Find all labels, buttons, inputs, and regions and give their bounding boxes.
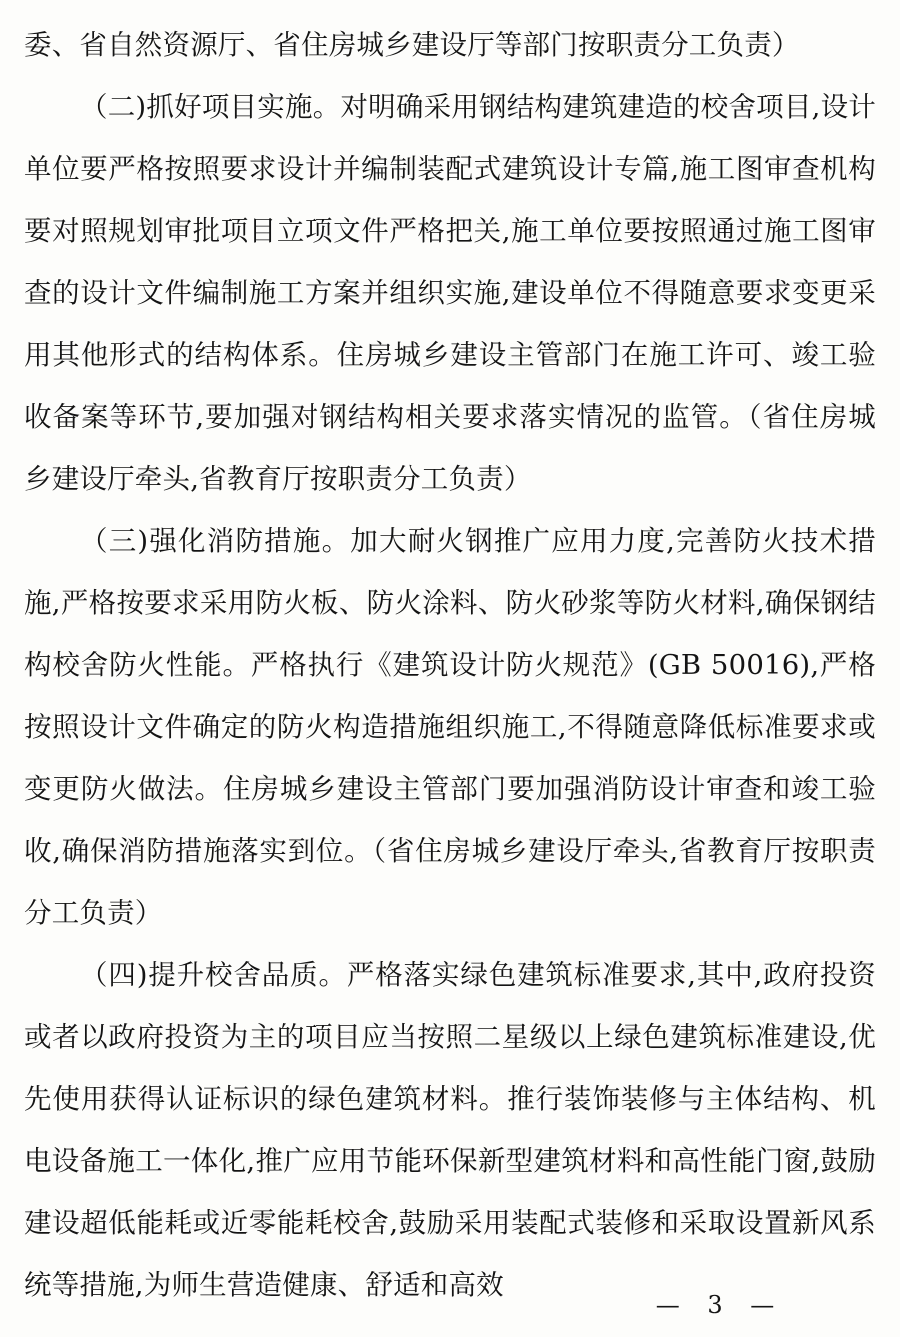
page-number: — 3 — — [655, 1291, 785, 1319]
paragraph-continued-top: 委、省自然资源厅、省住房城乡建设厅等部门按职责分工负责） — [24, 29, 800, 61]
paragraph-item-2: （二)抓好项目实施。对明确采用钢结构建筑建造的校舍项目,设计单位要严格按照要求设计并编制装配式建筑设计专篇,施工图审查机构要对照规划审批项目立项文件严格把关,施工单位要按照通过施工图审查的设计文件编制施工方案并组织实施,建设单位不得随意要求变更采用其他形式的结构体系。住房城乡建设主管部门在施工许可、竣工验收备案等环节,要加强对钢结构相关要求落实情况的监管。（省住房城乡建设厅牵头,省教育厅按职责分工负责） — [24, 91, 876, 495]
document-body — [24, 14, 876, 1316]
paragraph-item-3: （三)强化消防措施。加大耐火钢推广应用力度,完善防火技术措施,严格按要求采用防火板、防火涂料、防火砂浆等防火材料,确保钢结构校舍防火性能。严格执行《建筑设计防火规范》(GB 50016),严格按照设计文件确定的防火构造措施组织施工,不得随意降低标准要求或变更防火做法。住房城乡建设主管部门要加强消防设计审查和竣工验收,确保消防措施落实到位。（省住房城乡建设厅牵头,省教育厅按职责分工负责） — [24, 525, 876, 929]
paragraph-item-4: （四)提升校舍品质。严格落实绿色建筑标准要求,其中,政府投资或者以政府投资为主的项目应当按照二星级以上绿色建筑标准建设,优先使用获得认证标识的绿色建筑材料。推行装饰装修与主体结构、机电设备施工一体化,推广应用节能环保新型建筑材料和高性能门窗,鼓励建设超低能耗或近零能耗校舍,鼓励采用装配式装修和采取设置新风系统等措施,为师生营造健康、舒适和高效 — [24, 959, 876, 1301]
